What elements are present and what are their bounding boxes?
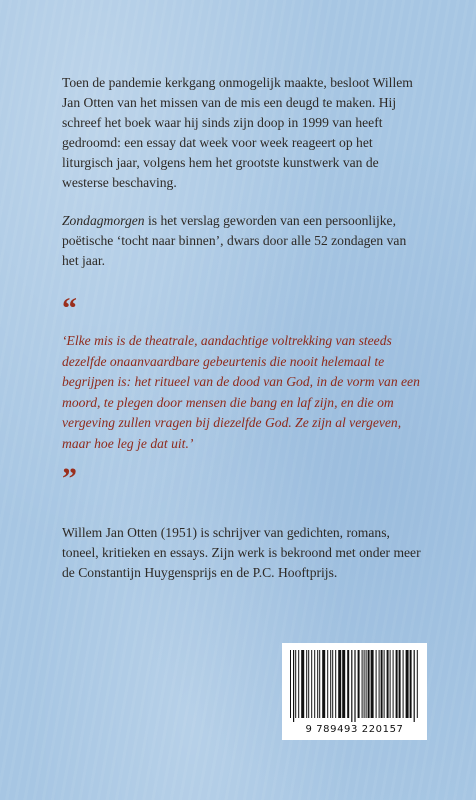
barcode-bar: [314, 650, 315, 718]
barcode-bar: [410, 650, 412, 718]
isbn-number: 9 789493 220157: [305, 724, 404, 735]
blurb-paragraph-rest: is het verslag geworden van een persoonlijke, poëtische ‘tocht naar binnen’, dwars door alle 52 zondagen van het jaar.: [62, 213, 407, 268]
barcode-bar: [381, 650, 383, 718]
barcode-bar: [338, 650, 341, 718]
close-quote-mark: ”: [62, 461, 75, 495]
book-title: Zondagmorgen: [62, 213, 145, 228]
barcode-bar: [332, 650, 333, 718]
barcode-bar: [414, 650, 415, 722]
barcode-bar: [396, 650, 398, 718]
isbn-barcode: [282, 643, 427, 740]
barcode-bar: [295, 650, 296, 718]
barcode-bar: [384, 650, 385, 718]
barcode-bar: [347, 650, 349, 718]
barcode-bar: [393, 650, 394, 718]
blurb-paragraph-title-line: [62, 211, 422, 271]
blurb-paragraph: Toen de pandemie kerkgang onmogelijk maakte, besloot Willem Jan Otten van het missen van de mis een deugd te maken. Hij schreef het boek waar hij sinds zijn doop in 1999 van heeft gedroomd: een essay dat week voor week reageert op het liturgisch jaar, volgens hem het grootste kunstwerk van de westerse beschaving.: [62, 75, 413, 190]
barcode-bar: [330, 650, 331, 718]
barcode-bar: [366, 650, 367, 718]
barcode-bar: [354, 650, 355, 722]
barcode-bar: [387, 650, 389, 718]
barcode-bar: [371, 650, 374, 718]
barcode-bar: [327, 650, 328, 718]
pull-quote: ‘Elke mis is de theatrale, aandachtige voltrekking van steeds dezelfde onaanvaardbare gebeurtenis die nooit helemaal te begrijpen is: het ritueel van de dood van God, in de vorm van een moord, te plegen door mensen die bang en laf zijn, en die om vergeving zullen vragen bij diezelfde God. Ze zijn al vergeven, maar hoe leg je dat uit.’: [62, 333, 420, 451]
barcode-bar: [311, 650, 312, 718]
barcode-bar: [319, 650, 320, 718]
barcode-bar: [364, 650, 365, 718]
barcode-bar: [308, 650, 309, 718]
barcode-bar: [417, 650, 418, 718]
barcode-bar: [379, 650, 380, 718]
barcode-bar: [403, 650, 404, 718]
barcode-bar: [322, 650, 325, 718]
barcode-bar: [293, 650, 294, 722]
barcode-bar: [399, 650, 401, 718]
open-quote-mark: “: [62, 292, 75, 325]
barcode-bar: [317, 650, 318, 718]
barcode-bar: [390, 650, 391, 718]
barcode-bar: [335, 650, 336, 718]
barcode-bar: [290, 650, 291, 718]
barcode-bars: [289, 650, 420, 722]
barcode-bar: [368, 650, 370, 718]
barcode-bar: [406, 650, 409, 718]
barcode-bar: [301, 650, 304, 718]
author-bio: Willem Jan Otten (1951) is schrijver van gedichten, romans, toneel, kritieken en essays. Zijn werk is bekroond met onder meer de Constantijn Huygensprijs en de P.C. Hooftprijs.: [62, 524, 421, 580]
back-cover-text: [62, 73, 422, 583]
barcode-bar: [358, 650, 360, 718]
barcode-bar: [376, 650, 377, 718]
barcode-bar: [306, 650, 307, 718]
barcode-bar: [351, 650, 352, 722]
barcode-bar: [342, 650, 345, 718]
barcode-bar: [362, 650, 363, 718]
barcode-bar: [298, 650, 299, 718]
